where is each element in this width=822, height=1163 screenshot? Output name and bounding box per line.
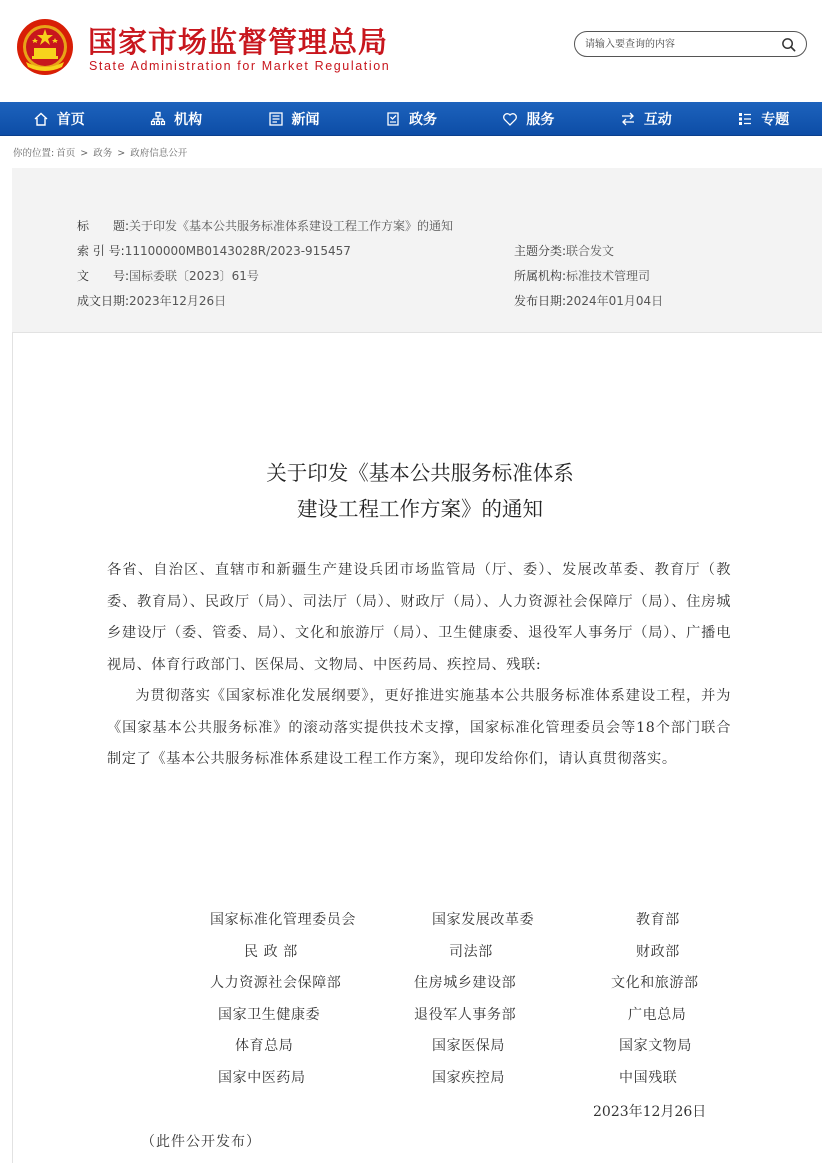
heart-icon bbox=[502, 111, 518, 127]
nav-services-label: 服务 bbox=[526, 111, 555, 128]
article-title-line-1: 关于印发《基本公共服务标准体系 bbox=[266, 461, 574, 485]
nav-topics[interactable] bbox=[705, 102, 822, 135]
nav-home[interactable] bbox=[0, 102, 117, 135]
signer: 民 政 部 bbox=[244, 943, 298, 960]
signer: 人力资源社会保障部 bbox=[210, 975, 342, 991]
nav-home-label: 首页 bbox=[56, 111, 85, 128]
meta-category-label: 主题分类: bbox=[514, 244, 567, 258]
nav-organization-label: 机构 bbox=[174, 111, 203, 128]
signer-row bbox=[100, 966, 780, 998]
breadcrumb-info-disclosure[interactable]: 政府信息公开 bbox=[130, 148, 188, 159]
nav-news[interactable] bbox=[235, 102, 352, 135]
meta-index-label: 索 引 号: bbox=[77, 244, 125, 258]
meta-org-row bbox=[514, 267, 650, 284]
signer: 国家文物局 bbox=[619, 1038, 692, 1054]
signer: 司法部 bbox=[449, 943, 493, 960]
home-icon bbox=[33, 111, 49, 127]
site-subtitle: State Administration for Market Regulation bbox=[89, 59, 391, 73]
breadcrumb-separator: > bbox=[117, 148, 126, 159]
site-header bbox=[0, 0, 822, 100]
nav-interaction-label: 互动 bbox=[643, 111, 672, 128]
national-emblem-icon[interactable] bbox=[16, 18, 74, 76]
meta-org-value: 标准技术管理司 bbox=[566, 269, 651, 283]
breadcrumb bbox=[13, 145, 189, 159]
breadcrumb-separator: > bbox=[80, 148, 89, 159]
signer: 中国残联 bbox=[619, 1069, 678, 1086]
meta-docno-value: 国标委联〔2023〕61号 bbox=[129, 269, 259, 283]
site-title[interactable]: 国家市场监督管理总局 bbox=[88, 25, 389, 59]
body-paragraph: 为贯彻落实《国家标准化发展纲要》，更好推进实施基本公共服务标准体系建设工程，并为《国家基本公共服务标准》的滚动落实提供技术支撑，国家标准化管理委员会等18个部门联合制定了《基本公共服务标准体系建设工程工作方案》，现印发给你们，请认真贯彻落实。 bbox=[107, 688, 731, 767]
signer: 国家医保局 bbox=[432, 1038, 505, 1054]
signer-row bbox=[100, 935, 780, 967]
salutation-paragraph: 各省、自治区、直辖市和新疆生产建设兵团市场监管局（厅、委）、发展改革委、教育厅（教委、教育局）、民政厅（局）、司法厅（局）、财政厅（局）、人力资源社会保障厅（局）、住房城乡建设厅（委、管委、局）、文化和旅游厅（局）、卫生健康委、退役军人事务厅（局）、广播电视局、体育行政部门、医保局、文物局、中医药局、疾控局、残联: bbox=[107, 562, 731, 673]
meta-docno-label: 文 号: bbox=[77, 269, 130, 283]
signer-row bbox=[100, 903, 780, 935]
signer: 广电总局 bbox=[628, 1006, 687, 1023]
news-icon bbox=[268, 111, 284, 127]
government-affairs-icon bbox=[385, 111, 401, 127]
meta-title-row bbox=[77, 217, 453, 234]
search-icon[interactable] bbox=[781, 37, 796, 52]
signer-row bbox=[100, 1029, 780, 1061]
breadcrumb-government-affairs[interactable]: 政务 bbox=[93, 148, 113, 159]
meta-category-row bbox=[514, 242, 614, 259]
meta-org-label: 所属机构: bbox=[514, 269, 567, 283]
nav-interaction[interactable] bbox=[587, 102, 704, 135]
publication-note: （此件公开发布） bbox=[141, 1134, 261, 1150]
signer: 住房城乡建设部 bbox=[414, 975, 517, 991]
issuing-departments bbox=[100, 903, 780, 1092]
meta-created-value: 2023年12月26日 bbox=[129, 294, 227, 308]
article-body bbox=[107, 555, 731, 776]
signer: 国家发展改革委 bbox=[432, 912, 535, 928]
signer: 国家标准化管理委员会 bbox=[210, 912, 356, 928]
signer: 教育部 bbox=[636, 912, 680, 928]
signer: 退役军人事务部 bbox=[414, 1006, 517, 1023]
signer: 国家卫生健康委 bbox=[218, 1006, 321, 1023]
search-box bbox=[574, 31, 807, 57]
nav-news-label: 新闻 bbox=[291, 111, 320, 128]
signer-row bbox=[100, 998, 780, 1030]
org-chart-icon bbox=[150, 111, 166, 127]
meta-published-label: 发布日期: bbox=[514, 294, 567, 308]
topics-icon bbox=[737, 111, 753, 127]
meta-title-label: 标 题: bbox=[77, 219, 130, 233]
article-title-line-2: 建设工程工作方案》的通知 bbox=[297, 497, 543, 521]
meta-published-row bbox=[514, 292, 663, 309]
exchange-arrows-icon bbox=[620, 111, 636, 127]
meta-created-label: 成文日期: bbox=[77, 294, 130, 308]
meta-published-value: 2024年01月04日 bbox=[566, 294, 664, 308]
meta-category-value: 联合发文 bbox=[566, 244, 615, 258]
nav-topics-label: 专题 bbox=[761, 111, 790, 128]
nav-services[interactable] bbox=[470, 102, 587, 135]
signer: 财政部 bbox=[636, 943, 680, 960]
signer: 国家中医药局 bbox=[218, 1069, 306, 1086]
signer: 国家疾控局 bbox=[432, 1069, 505, 1086]
meta-docno-row bbox=[77, 267, 259, 284]
signing-date: 2023年12月26日 bbox=[593, 1104, 707, 1120]
nav-organization[interactable] bbox=[117, 102, 234, 135]
main-nav bbox=[0, 102, 822, 136]
meta-index-row bbox=[77, 242, 351, 259]
breadcrumb-home[interactable]: 首页 bbox=[56, 148, 76, 159]
nav-government-affairs-label: 政务 bbox=[408, 111, 437, 128]
signer-row bbox=[100, 1061, 780, 1093]
signer: 文化和旅游部 bbox=[611, 975, 699, 991]
meta-title-value: 关于印发《基本公共服务标准体系建设工程工作方案》的通知 bbox=[129, 219, 454, 233]
search-input[interactable] bbox=[585, 37, 775, 52]
meta-created-row bbox=[77, 292, 226, 309]
signer: 体育总局 bbox=[235, 1038, 294, 1054]
breadcrumb-prefix: 你的位置: bbox=[13, 148, 55, 159]
meta-index-value: 11100000MB0143028R/2023-915457 bbox=[124, 244, 351, 258]
nav-government-affairs[interactable] bbox=[352, 102, 469, 135]
